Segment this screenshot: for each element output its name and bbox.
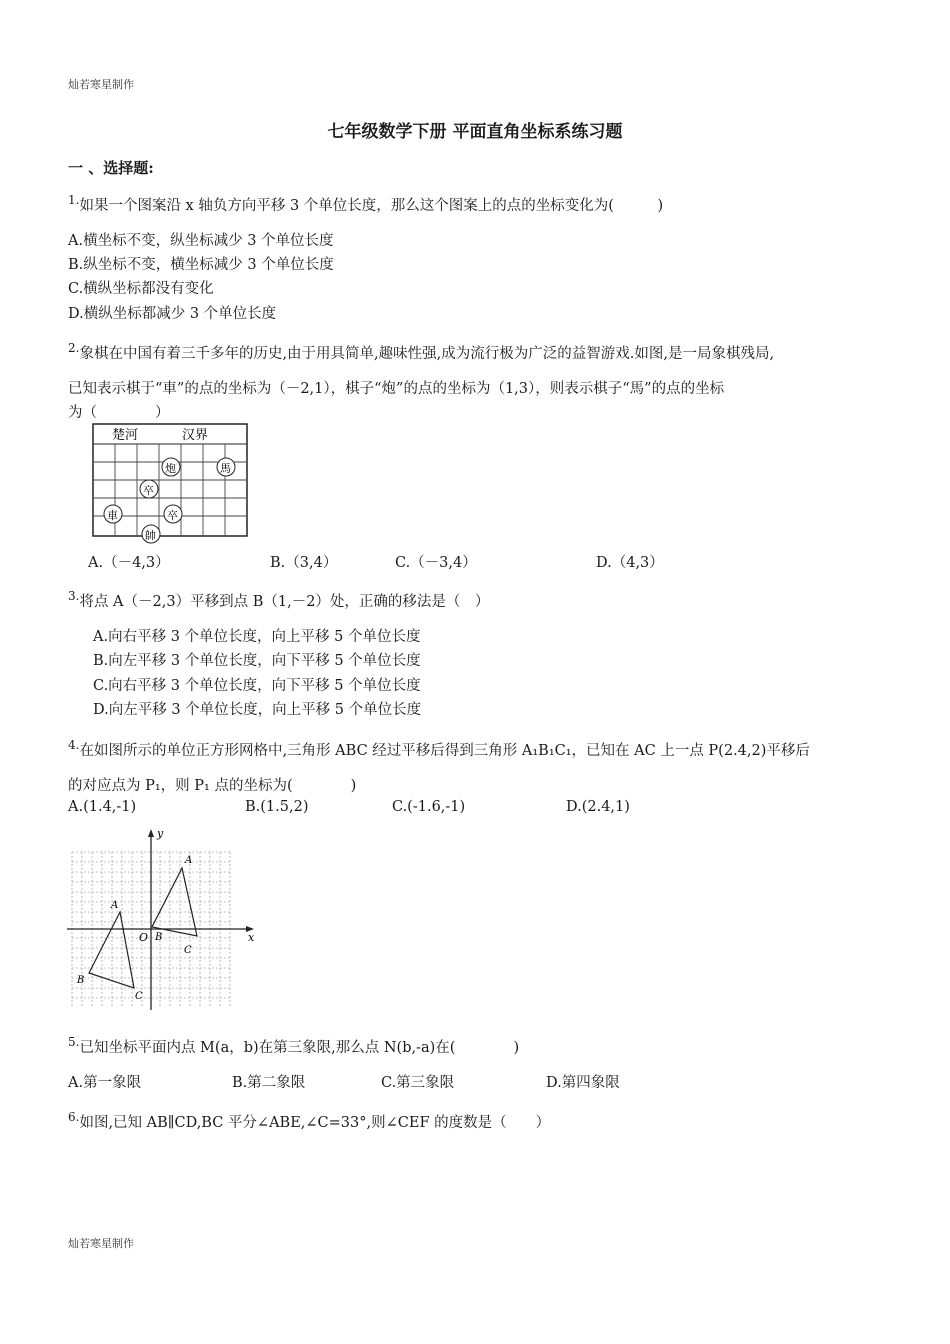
question-5 (68, 1036, 519, 1057)
question-number: 6. (68, 1110, 80, 1124)
question-text: 如图,已知 AB∥CD,BC 平分∠ABE,∠C=33°,则∠CEF 的度数是（ ） (79, 1115, 551, 1131)
q1-option-c: C.横纵坐标都没有变化 (68, 281, 214, 297)
chess-piece-zu: 卒 (143, 484, 154, 497)
page-footer: 灿若寒星制作 (68, 1237, 134, 1250)
question-text: 如果一个图案沿 x 轴负方向平移 3 个单位长度，那么这个图案上的点的坐标变化为( ) (79, 198, 664, 214)
q5-option-b: B.第二象限 (232, 1075, 306, 1091)
question-1 (68, 194, 663, 215)
point-label-b: B (77, 975, 85, 986)
point-label-a1: A (185, 855, 193, 866)
question-text-line1: 在如图所示的单位正方形网格中,三角形 ABC 经过平移后得到三角形 A₁B₁C₁，已知在 AC 上一点 P(2.4,2)平移后 (79, 743, 810, 759)
q3-option-b: B.向左平移 3 个单位长度，向下平移 5 个单位长度 (93, 653, 421, 669)
q4-option-a: A.(1.4,-1) (68, 799, 137, 815)
q3-option-d: D.向左平移 3 个单位长度，向上平移 5 个单位长度 (93, 702, 422, 718)
question-number: 4. (68, 738, 80, 752)
board-label-hanjie: 汉界 (182, 428, 209, 443)
chess-board-figure (90, 422, 252, 546)
q5-option-a: A.第一象限 (68, 1075, 142, 1091)
chess-piece-shuai: 帥 (145, 529, 156, 542)
point-label-b1: B (155, 932, 163, 943)
question-number: 2. (68, 341, 80, 355)
question-text: 将点 A（－2,3）平移到点 B（1,－2）处，正确的移法是（ ） (79, 594, 490, 610)
section-heading: 一 、选择题: (68, 159, 154, 177)
origin-label: O (139, 931, 149, 944)
q1-option-b: B.纵坐标不变，横坐标减少 3 个单位长度 (68, 257, 334, 273)
chess-piece-zu-2: 卒 (167, 509, 178, 522)
coordinate-grid-figure (62, 825, 260, 1015)
q1-option-d: D.横纵坐标都减少 3 个单位长度 (68, 306, 277, 322)
chess-piece-pao: 炮 (165, 462, 176, 475)
question-text-line2: 已知表示棋于“車”的点的坐标为（－2,1），棋子“炮”的点的坐标为（1,3），则表示棋子“馬”的点的坐标 (68, 381, 725, 397)
question-text: 已知坐标平面内点 M(a，b)在第三象限,那么点 N(b,-a)在( ) (79, 1040, 520, 1056)
point-label-c1: C (184, 945, 192, 956)
point-label-c: C (135, 991, 143, 1002)
question-4 (68, 739, 810, 760)
question-text-line1: 象棋在中国有着三千多年的历史,由于用具简单,趣味性强,成为流行极为广泛的益智游戏.如图,是一局象棋残局, (79, 346, 775, 362)
chess-piece-ma: 馬 (220, 462, 231, 475)
q4-option-d: D.(2.4,1) (566, 799, 630, 815)
board-label-chuhe: 楚河 (112, 428, 139, 443)
q3-option-a: A.向右平移 3 个单位长度，向上平移 5 个单位长度 (93, 629, 421, 645)
question-text-line2: 的对应点为 P₁，则 P₁ 点的坐标为( ) (68, 778, 357, 794)
q4-option-b: B.(1.5,2) (245, 799, 309, 815)
y-axis-label: y (157, 827, 164, 840)
page-title: 七年级数学下册 平面直角坐标系练习题 (327, 122, 623, 142)
question-3 (68, 590, 489, 611)
question-number: 5. (68, 1035, 80, 1049)
q1-option-a: A.横坐标不变，纵坐标减少 3 个单位长度 (68, 233, 334, 249)
q2-option-b: B.（3,4） (270, 555, 338, 571)
point-label-a: A (111, 900, 119, 911)
q2-option-a: A.（－4,3） (88, 555, 170, 571)
question-number: 1. (68, 193, 80, 207)
page-header: 灿若寒星制作 (68, 78, 134, 91)
q2-option-c: C.（－3,4） (395, 555, 477, 571)
question-6 (68, 1111, 550, 1132)
q4-option-c: C.(-1.6,-1) (392, 799, 466, 815)
question-number: 3. (68, 589, 80, 603)
q5-option-c: C.第三象限 (381, 1075, 455, 1091)
chess-piece-ju: 車 (107, 509, 118, 522)
q5-option-d: D.第四象限 (546, 1075, 620, 1091)
q3-option-c: C.向右平移 3 个单位长度，向下平移 5 个单位长度 (93, 678, 421, 694)
x-axis-label: x (248, 931, 255, 944)
question-2 (68, 342, 774, 363)
question-text-line3: 为（ ） (68, 405, 170, 421)
q2-option-d: D.（4,3） (596, 555, 664, 571)
